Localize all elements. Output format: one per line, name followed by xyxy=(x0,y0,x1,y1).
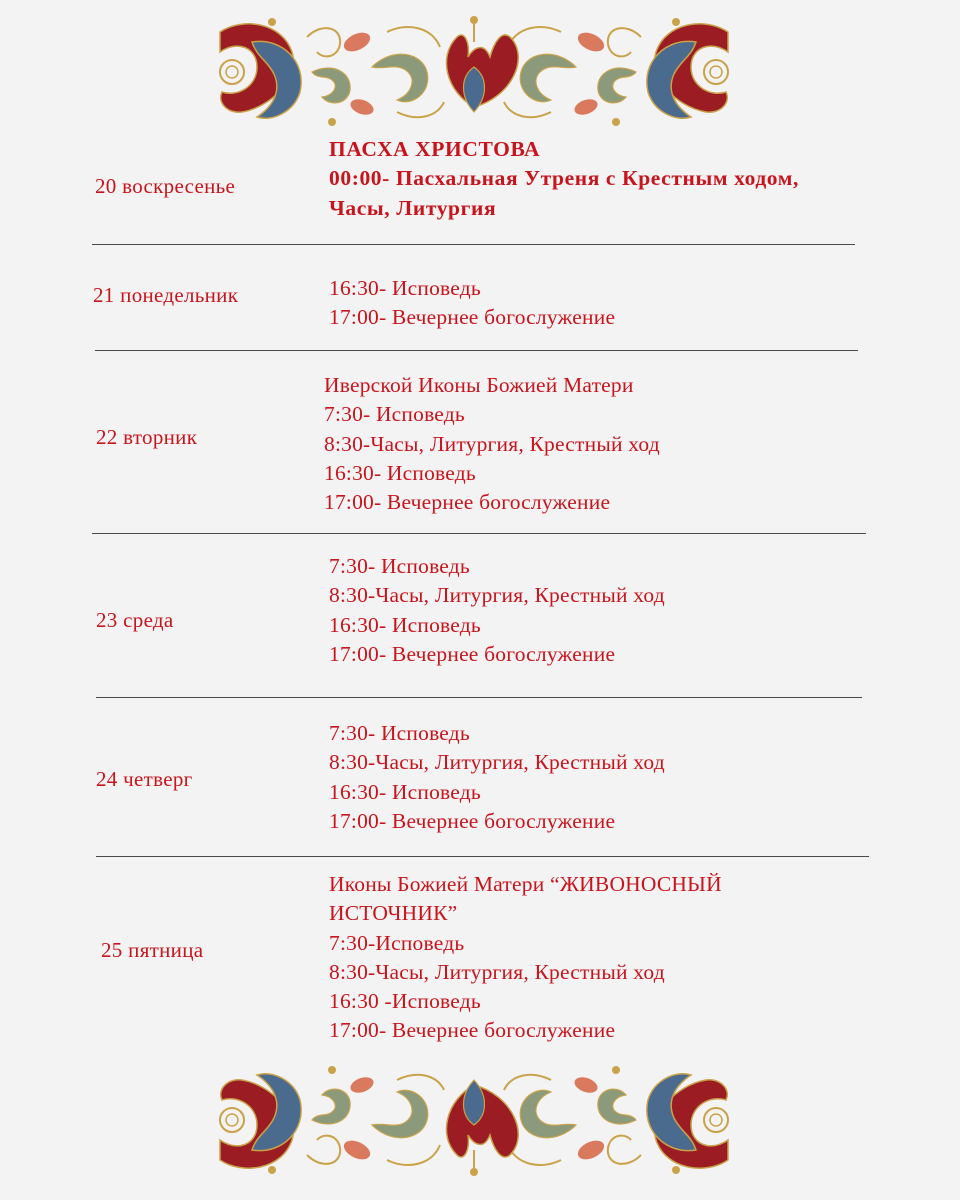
divider xyxy=(96,856,869,857)
feast-title: ПАСХА ХРИСТОВА xyxy=(329,137,541,161)
day-label: 23 среда xyxy=(96,608,174,632)
day-label: 24 четверг xyxy=(96,767,193,791)
service-line: 7:30- Исповедь xyxy=(324,402,465,427)
feast-title: Иконы Божией Матери “ЖИВОНОСНЫЙ ИСТОЧНИК” xyxy=(329,872,722,926)
service-line: 17:00- Вечернее богослужение xyxy=(329,305,616,330)
services-block xyxy=(329,719,829,836)
service-line: 8:30-Часы, Литургия, Крестный ход xyxy=(329,750,665,775)
services-block xyxy=(329,274,829,333)
day-label: 25 пятница xyxy=(101,938,204,962)
service-line: 17:00- Вечернее богослужение xyxy=(329,641,616,666)
services-block xyxy=(324,371,824,517)
services-block xyxy=(329,870,799,1046)
service-line: 00:00- Пасхальная Утреня с Крестным ходом, Часы, Литургия xyxy=(329,166,799,220)
service-line: 7:30- Исповедь xyxy=(329,554,470,578)
service-line: 16:30- Исповедь xyxy=(324,460,476,485)
service-line: 17:00- Вечернее богослужение xyxy=(329,808,616,833)
service-line: 7:30- Исповедь xyxy=(329,721,470,745)
service-line: 16:30- Исповедь xyxy=(329,779,481,804)
service-line: 8:30-Часы, Литургия, Крестный ход xyxy=(324,431,660,456)
service-line: 17:00- Вечернее богослужение xyxy=(324,490,611,515)
service-line: 16:30 -Исповедь xyxy=(329,989,481,1014)
feast-title: Иверской Иконы Божией Матери xyxy=(324,373,634,397)
top-ornament xyxy=(212,12,736,134)
day-label: 22 вторник xyxy=(96,425,198,449)
folk-floral-ornament-icon xyxy=(212,12,736,134)
service-line: 16:30- Исповедь xyxy=(329,612,481,637)
service-line: 8:30-Часы, Литургия, Крестный ход xyxy=(329,959,665,984)
services-block xyxy=(329,135,799,223)
divider xyxy=(92,533,866,534)
day-label: 21 понедельник xyxy=(93,283,239,307)
services-block xyxy=(329,552,829,669)
service-line: 7:30-Исповедь xyxy=(329,930,465,955)
service-line: 17:00- Вечернее богослужение xyxy=(329,1018,616,1043)
divider xyxy=(96,697,862,698)
day-label: 20 воскресенье xyxy=(95,174,236,198)
folk-floral-ornament-icon xyxy=(212,1058,736,1180)
service-line: 8:30-Часы, Литургия, Крестный ход xyxy=(329,583,665,608)
divider xyxy=(95,350,858,351)
bottom-ornament xyxy=(212,1058,736,1180)
service-line: 16:30- Исповедь xyxy=(329,276,481,300)
divider xyxy=(92,244,855,245)
